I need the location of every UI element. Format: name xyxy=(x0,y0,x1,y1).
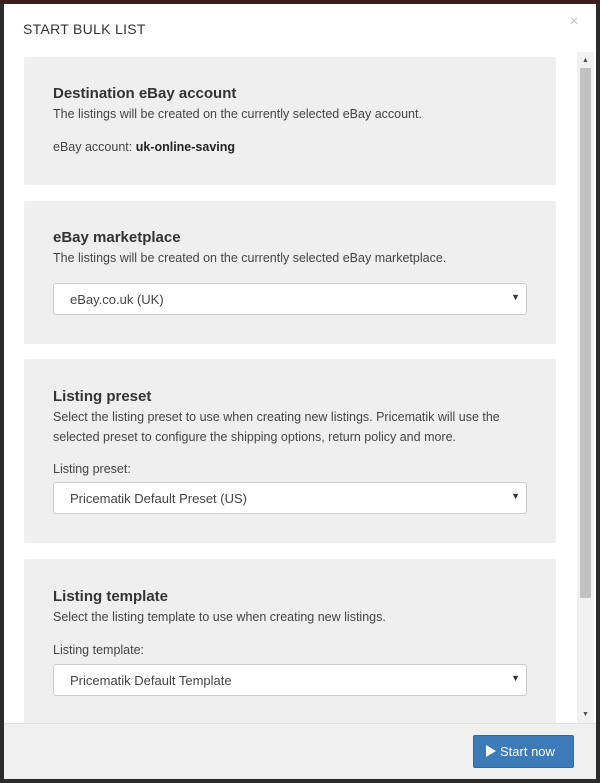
modal-footer xyxy=(4,723,596,779)
listing-template-label: Listing template: xyxy=(53,643,145,657)
listing-preset-label: Listing preset: xyxy=(53,462,131,476)
caret-down-icon: ▼ xyxy=(511,673,520,683)
start-bulk-list-modal xyxy=(4,4,596,779)
panel-description: Select the listing preset to use when creating new listings. Pricematik will use the selected preset to configure the shipping options, return policy and more. xyxy=(53,410,500,444)
caret-down-icon: ▼ xyxy=(511,491,520,501)
panel-title: Destination eBay account xyxy=(53,85,237,102)
listing-template-panel xyxy=(24,559,556,723)
scroll-down-icon[interactable]: ▼ xyxy=(582,711,589,718)
modal-title: START BULK LIST xyxy=(23,21,146,37)
account-line xyxy=(53,140,235,154)
scroll-up-icon[interactable]: ▲ xyxy=(582,57,589,64)
panel-description: The listings will be created on the currently selected eBay account. xyxy=(53,107,422,121)
panel-title: eBay marketplace xyxy=(53,229,181,246)
listing-preset-panel xyxy=(24,359,556,543)
select-value: eBay.co.uk (UK) xyxy=(70,292,164,307)
modal-header xyxy=(4,4,596,52)
listing-preset-select[interactable] xyxy=(53,482,527,514)
panel-description: Select the listing template to use when creating new listings. xyxy=(53,610,386,624)
marketplace-panel xyxy=(24,201,556,344)
marketplace-select[interactable] xyxy=(53,283,527,315)
account-label: eBay account: xyxy=(53,140,133,154)
listing-template-select[interactable] xyxy=(53,664,527,696)
play-icon xyxy=(486,745,496,757)
start-now-button[interactable] xyxy=(473,735,574,768)
panel-title: Listing template xyxy=(53,588,169,605)
scroll-thumb[interactable] xyxy=(580,68,591,598)
modal-scrollbar[interactable] xyxy=(577,52,594,723)
modal-body xyxy=(4,52,596,723)
start-now-label: Start now xyxy=(500,744,555,759)
panel-title: Listing preset xyxy=(53,388,152,405)
destination-account-panel xyxy=(24,57,556,185)
panel-description: The listings will be created on the currently selected eBay marketplace. xyxy=(53,251,447,265)
select-value: Pricematik Default Template xyxy=(70,673,232,688)
select-value: Pricematik Default Preset (US) xyxy=(70,491,247,506)
account-value: uk-online-saving xyxy=(135,140,236,154)
caret-down-icon: ▼ xyxy=(511,292,520,302)
close-icon[interactable]: × xyxy=(569,13,579,30)
